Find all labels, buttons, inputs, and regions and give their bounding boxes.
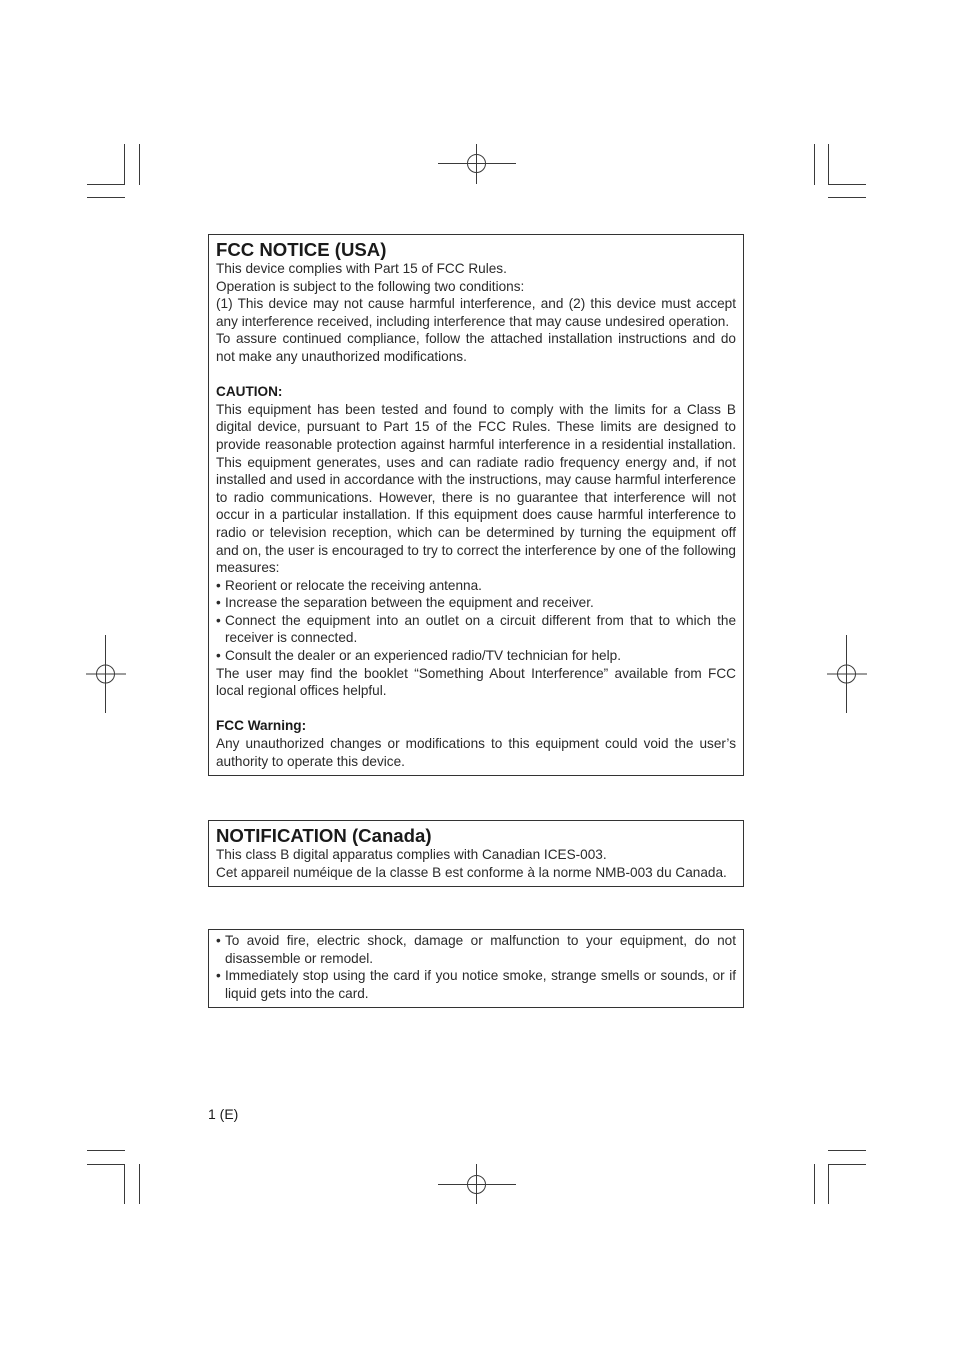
crop-mark-top-right-h2 — [828, 197, 866, 198]
fcc-notice-paragraph: (1) This device may not cause harmful interference, and (2) this device must accept any interference received, including interference that may cause undesired operation. — [216, 296, 736, 329]
fcc-warning-heading: FCC Warning: — [216, 718, 307, 734]
safety-notes-box — [208, 929, 744, 1008]
fcc-notice-paragraph: To assure continued compliance, follow the attached installation instructions and do not make any unauthorized modifications. — [216, 331, 736, 364]
canada-notice-title: NOTIFICATION (Canada) — [216, 825, 432, 846]
list-item: • Reorient or relocate the receiving antenna. — [216, 577, 736, 595]
fcc-notice-box — [208, 234, 744, 776]
crop-mark-bottom-left-v2 — [139, 1164, 140, 1204]
list-item: • Increase the separation between the equipment and receiver. — [216, 594, 736, 612]
crop-mark-bottom-left-v1 — [124, 1164, 125, 1204]
crop-mark-top-right-v2 — [828, 144, 829, 185]
crop-mark-top-left-h1 — [87, 184, 125, 185]
list-item: • Connect the equipment into an outlet on a circuit different from that to which the receiver is connected. — [216, 612, 736, 647]
crop-mark-top-left-h2 — [87, 197, 125, 198]
canada-notice-english: This class B digital apparatus complies with Canadian ICES-003. — [216, 847, 607, 862]
list-item: • To avoid fire, electric shock, damage or malfunction to your equipment, do not disassemble or remodel. — [216, 932, 736, 967]
interference-measures-list — [216, 577, 736, 665]
registration-mark-right-icon — [827, 635, 867, 713]
crop-mark-bottom-right-v2 — [828, 1164, 829, 1204]
crop-mark-top-left-v2 — [139, 144, 140, 185]
crop-mark-bottom-right-v1 — [814, 1164, 815, 1204]
fcc-notice-title: FCC NOTICE (USA) — [216, 239, 387, 260]
booklet-text: The user may find the booklet “Something About Interference” available from FCC local regional offices helpful. — [216, 665, 736, 699]
safety-notes-list — [216, 932, 736, 1002]
crop-mark-top-right-h1 — [828, 184, 866, 185]
caution-heading: CAUTION: — [216, 384, 283, 400]
registration-mark-top-icon — [438, 144, 516, 184]
registration-mark-left-icon — [86, 635, 126, 713]
list-item: • Immediately stop using the card if you notice smoke, strange smells or sounds, or if liquid gets into the card. — [216, 967, 736, 1002]
fcc-notice-paragraph: This device complies with Part 15 of FCC Rules. — [216, 261, 507, 276]
crop-mark-top-left-v1 — [124, 144, 125, 185]
registration-mark-bottom-icon — [438, 1164, 516, 1204]
list-item: • Consult the dealer or an experienced radio/TV technician for help. — [216, 647, 736, 665]
crop-mark-bottom-right-h2 — [828, 1164, 866, 1165]
crop-mark-bottom-right-h1 — [828, 1150, 866, 1151]
canada-notice-french: Cet appareil numéique de la classe B est conforme à la norme NMB-003 du Canada. — [216, 864, 727, 880]
canada-notice-box — [208, 820, 744, 887]
fcc-warning-text: Any unauthorized changes or modifications to this equipment could void the user’s authority to operate this device. — [216, 736, 736, 769]
crop-mark-bottom-left-h2 — [87, 1164, 125, 1165]
fcc-notice-paragraph: Operation is subject to the following two conditions: — [216, 278, 525, 294]
crop-mark-bottom-left-h1 — [87, 1150, 125, 1151]
page-number: 1 (E) — [208, 1106, 239, 1122]
crop-mark-top-right-v1 — [814, 144, 815, 185]
caution-text: This equipment has been tested and found to comply with the limits for a Class B digital device, pursuant to Part 15 of the FCC Rules. These limits are designed to provide reasonable protection against harmful interference in a residential installation. This equipment generates, uses and can radiate radio frequency energy and, if not installed and used in accordance with the instructions, may cause harmful interference to radio communications. However, there is no guarantee that interference will not occur in a particular installation. If this equipment does cause harmful interference to radio or television reception, which can be determined by turning the equipment off and on, the user is encouraged to try to correct the interference by one of the following measures: — [216, 401, 736, 576]
